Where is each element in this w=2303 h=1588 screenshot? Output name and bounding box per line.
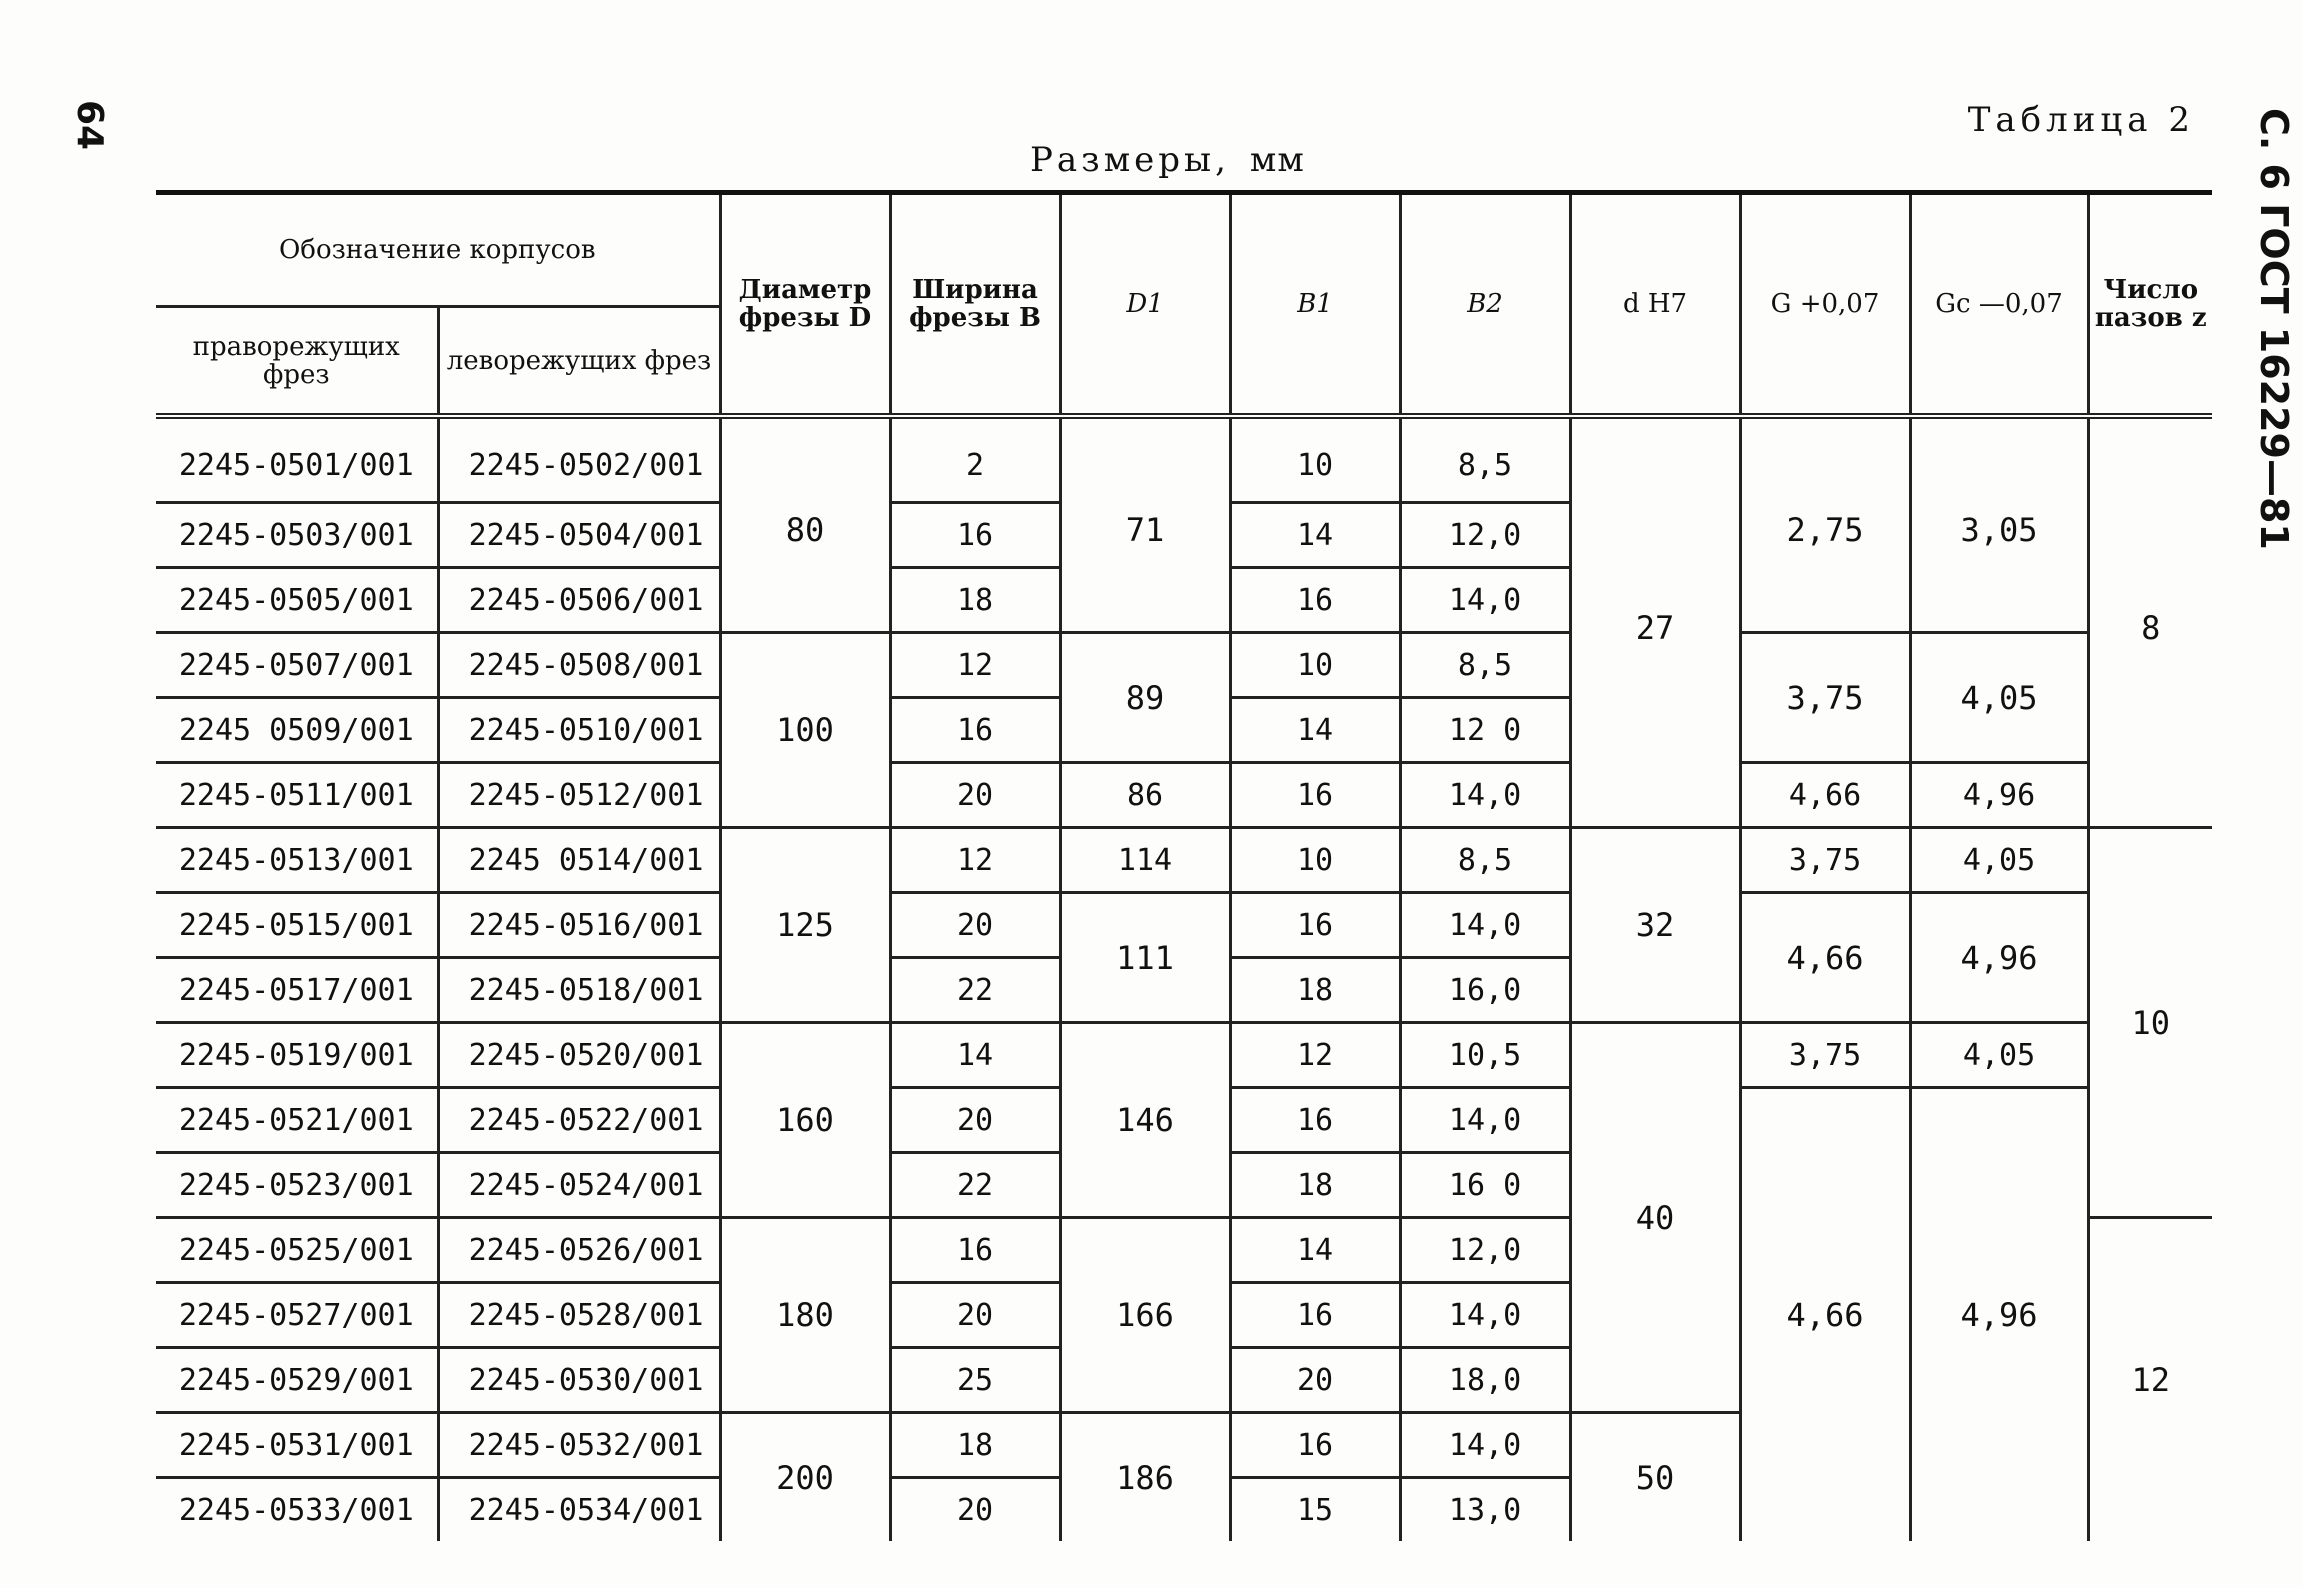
- left-code: 2245-0516/001: [438, 893, 720, 958]
- b1-value: 16: [1230, 763, 1400, 828]
- b1-value: 14: [1230, 698, 1400, 763]
- right-code: 2245-0529/001: [156, 1348, 438, 1413]
- width-value: 2: [890, 416, 1060, 503]
- d-h7-value: 32: [1570, 828, 1740, 1023]
- left-code: 2245-0528/001: [438, 1283, 720, 1348]
- width-value: 20: [890, 893, 1060, 958]
- d1-value: 89: [1060, 633, 1230, 763]
- gc-value: 4,96: [1910, 763, 2088, 828]
- g-value: 2,75: [1740, 416, 1910, 633]
- table-label: Таблица 2: [1967, 100, 2195, 140]
- left-code: 2245-0504/001: [438, 503, 720, 568]
- right-code: 2245-0507/001: [156, 633, 438, 698]
- right-code: 2245-0527/001: [156, 1283, 438, 1348]
- b1-value: 12: [1230, 1023, 1400, 1088]
- d-h7-value: 50: [1570, 1413, 1740, 1542]
- diameter-value: 80: [720, 416, 890, 633]
- caption-text: Размеры,: [1030, 140, 1230, 180]
- left-code: 2245 0514/001: [438, 828, 720, 893]
- standard-header: С. 6 ГОСТ 16229—81: [2252, 108, 2296, 550]
- g-value: 3,75: [1740, 828, 1910, 893]
- width-value: 16: [890, 1218, 1060, 1283]
- d1-value: 166: [1060, 1218, 1230, 1413]
- table-row: [156, 763, 2212, 828]
- width-value: 20: [890, 1478, 1060, 1542]
- header-right-cutting: праворежущих фрез: [156, 307, 438, 417]
- header-gc: Gc —0,07: [1910, 193, 2088, 417]
- b2-value: 16 0: [1400, 1153, 1570, 1218]
- left-code: 2245-0524/001: [438, 1153, 720, 1218]
- right-code: 2245-0501/001: [156, 416, 438, 503]
- width-value: 20: [890, 1088, 1060, 1153]
- b1-value: 10: [1230, 416, 1400, 503]
- b1-value: 10: [1230, 633, 1400, 698]
- width-value: 14: [890, 1023, 1060, 1088]
- width-value: 12: [890, 633, 1060, 698]
- diameter-value: 200: [720, 1413, 890, 1542]
- b2-value: 10,5: [1400, 1023, 1570, 1088]
- right-code: 2245-0533/001: [178, 1492, 414, 1528]
- b2-value: 16,0: [1400, 958, 1570, 1023]
- b1-value: 10: [1230, 828, 1400, 893]
- b1-value: 16: [1230, 893, 1400, 958]
- table-row: [156, 893, 2212, 958]
- b1-value: 14: [1230, 503, 1400, 568]
- b2-value: 14,0: [1400, 763, 1570, 828]
- table-caption: [1030, 140, 1305, 180]
- width-value: 22: [890, 1153, 1060, 1218]
- b2-value: 12 0: [1400, 698, 1570, 763]
- width-value: 18: [890, 1413, 1060, 1478]
- slots-value: 8: [2088, 416, 2212, 828]
- slots-value: 12: [2088, 1218, 2212, 1542]
- b2-value: 14,0: [1400, 893, 1570, 958]
- header-b2: B2: [1400, 193, 1570, 417]
- b2-value: 13,0: [1400, 1478, 1570, 1542]
- b1-value: 16: [1230, 1088, 1400, 1153]
- left-code: 2245-0534/001: [438, 1478, 720, 1542]
- d1-value: 71: [1060, 416, 1230, 633]
- slots-value: 10: [2088, 828, 2212, 1218]
- header-left-cutting: леворежущих фрез: [438, 307, 720, 417]
- b2-value: 14,0: [1400, 1413, 1570, 1478]
- b2-value: 12,0: [1400, 503, 1570, 568]
- diameter-value: 160: [720, 1023, 890, 1218]
- gc-value: 4,05: [1910, 633, 2088, 763]
- left-code: 2245-0502/001: [438, 416, 720, 503]
- b1-value: 18: [1230, 1153, 1400, 1218]
- b2-value: 8,5: [1400, 416, 1570, 503]
- d1-value: 111: [1060, 893, 1230, 1023]
- width-value: 16: [890, 503, 1060, 568]
- b2-value: 18,0: [1400, 1348, 1570, 1413]
- b1-value: 16: [1230, 1283, 1400, 1348]
- b1-value: 16: [1230, 1413, 1400, 1478]
- b2-value: 14,0: [1400, 1283, 1570, 1348]
- right-code: 2245-0525/001: [156, 1218, 438, 1283]
- d1-value: 86: [1060, 763, 1230, 828]
- left-code: 2245-0532/001: [438, 1413, 720, 1478]
- header-d1: D1: [1060, 193, 1230, 417]
- left-code: 2245-0506/001: [438, 568, 720, 633]
- d-h7-value: 27: [1570, 416, 1740, 828]
- width-value: 16: [890, 698, 1060, 763]
- table-row: [156, 633, 2212, 698]
- b1-value: 18: [1230, 958, 1400, 1023]
- width-value: 18: [890, 568, 1060, 633]
- width-value: 12: [890, 828, 1060, 893]
- right-code: 2245-0505/001: [156, 568, 438, 633]
- right-code: 2245-0511/001: [156, 763, 438, 828]
- header-designation: Обозначение корпусов: [156, 193, 720, 307]
- right-code: 2245-0513/001: [156, 828, 438, 893]
- width-value: 25: [890, 1348, 1060, 1413]
- right-code: 2245-0531/001: [156, 1413, 438, 1478]
- g-value: 3,75: [1740, 1023, 1910, 1088]
- diameter-value: 100: [720, 633, 890, 828]
- d1-value: 186: [1060, 1413, 1230, 1542]
- gc-value: 4,96: [1910, 1088, 2088, 1542]
- header-width: Ширина фрезы B: [890, 193, 1060, 417]
- d1-value: 146: [1060, 1023, 1230, 1218]
- g-value: 4,66: [1740, 1088, 1910, 1542]
- gc-value: 4,05: [1910, 1023, 2088, 1088]
- d1-value: 114: [1060, 828, 1230, 893]
- table-row: [156, 1023, 2212, 1088]
- left-code: 2245-0526/001: [438, 1218, 720, 1283]
- diameter-value: 180: [720, 1218, 890, 1413]
- b1-value: 20: [1230, 1348, 1400, 1413]
- left-code: 2245-0518/001: [438, 958, 720, 1023]
- right-code: 2245-0503/001: [156, 503, 438, 568]
- b2-value: 8,5: [1400, 828, 1570, 893]
- page-number: 64: [69, 100, 110, 151]
- width-value: 22: [890, 958, 1060, 1023]
- b2-value: 12,0: [1400, 1218, 1570, 1283]
- g-value: 3,75: [1740, 633, 1910, 763]
- g-value: 4,66: [1740, 763, 1910, 828]
- right-code: 2245-0523/001: [156, 1153, 438, 1218]
- right-code: 2245 0509/001: [156, 698, 438, 763]
- width-value: 20: [890, 1283, 1060, 1348]
- dimensions-table: [156, 190, 2212, 1541]
- header-b1: B1: [1230, 193, 1400, 417]
- left-code: 2245-0522/001: [438, 1088, 720, 1153]
- header-d-h7: d H7: [1570, 193, 1740, 417]
- gc-value: 3,05: [1910, 416, 2088, 633]
- b2-value: 8,5: [1400, 633, 1570, 698]
- b1-value: 16: [1230, 568, 1400, 633]
- left-code: 2245-0510/001: [438, 698, 720, 763]
- right-code: 2245-0515/001: [156, 893, 438, 958]
- right-code: 2245-0519/001: [156, 1023, 438, 1088]
- d-h7-value: 40: [1570, 1023, 1740, 1413]
- diameter-value: 125: [720, 828, 890, 1023]
- left-code: 2245-0512/001: [438, 763, 720, 828]
- left-code: 2245-0520/001: [438, 1023, 720, 1088]
- gc-value: 4,05: [1910, 828, 2088, 893]
- table-row: [156, 416, 2212, 503]
- b2-value: 14,0: [1400, 568, 1570, 633]
- gc-value: 4,96: [1910, 893, 2088, 1023]
- width-value: 20: [890, 763, 1060, 828]
- header-diameter: Диаметр фрезы D: [720, 193, 890, 417]
- left-code: 2245-0508/001: [438, 633, 720, 698]
- g-value: 4,66: [1740, 893, 1910, 1023]
- b1-value: 14: [1230, 1218, 1400, 1283]
- header-slots: Число пазов z: [2088, 193, 2212, 417]
- table-row: [156, 828, 2212, 893]
- left-code: 2245-0530/001: [438, 1348, 720, 1413]
- header-g: G +0,07: [1740, 193, 1910, 417]
- caption-unit: мм: [1249, 140, 1305, 180]
- right-code: 2245-0517/001: [156, 958, 438, 1023]
- b1-value: 15: [1230, 1478, 1400, 1542]
- right-code: 2245-0521/001: [156, 1088, 438, 1153]
- b2-value: 14,0: [1400, 1088, 1570, 1153]
